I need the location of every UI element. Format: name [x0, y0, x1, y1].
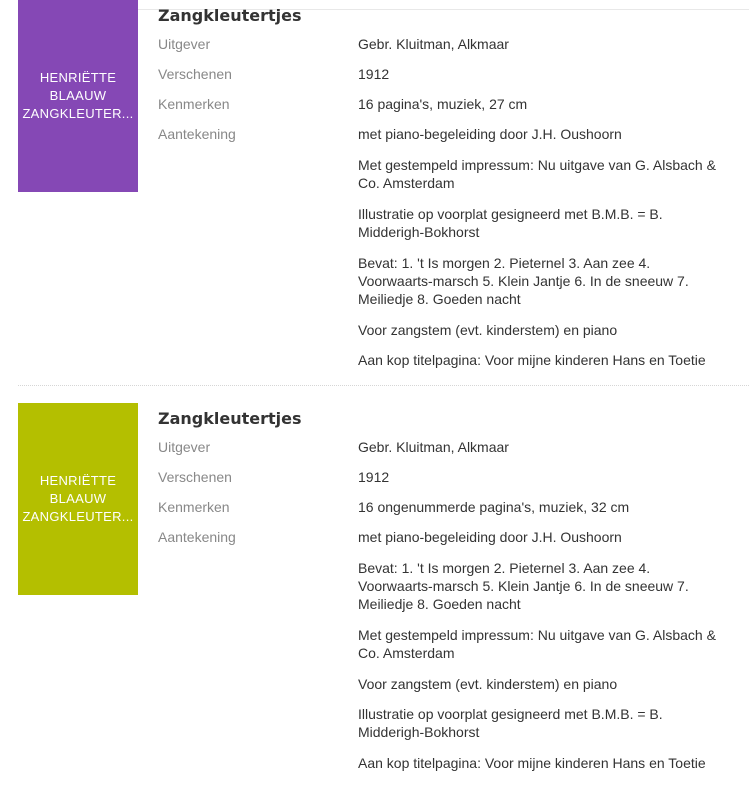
note-item: Aan kop titelpagina: Voor mijne kinderen Hans en Toetie — [358, 755, 706, 771]
note-item: Voor zangstem (evt. kinderstem) en piano — [358, 676, 618, 692]
field-value-characteristics: 16 pagina's, muziek, 27 cm — [358, 96, 528, 112]
field-label-published: Verschenen — [158, 469, 232, 485]
book-cover-placeholder[interactable] — [18, 403, 138, 595]
note-item: Met gestempeld impressum: Nu uitgave van G. Alsbach & Co. Amsterdam — [358, 157, 716, 191]
field-label-publisher: Uitgever — [158, 36, 211, 52]
record-title[interactable]: Zangkleutertjes — [158, 409, 302, 428]
book-cover-placeholder[interactable] — [18, 0, 138, 192]
note-item: Met gestempeld impressum: Nu uitgave van G. Alsbach & Co. Amsterdam — [358, 627, 716, 661]
field-value-published: 1912 — [358, 469, 390, 485]
field-value-published: 1912 — [358, 66, 390, 82]
note-item: Illustratie op voorplat gesigneerd met B.M.B. = B. Midderigh-Bokhorst — [358, 706, 663, 740]
note-item: Voor zangstem (evt. kinderstem) en piano — [358, 322, 618, 338]
cover-text: HENRIËTTE BLAAUW ZANGKLEUTER... — [22, 70, 134, 121]
note-item: Bevat: 1. 't Is morgen 2. Pieternel 3. Aan zee 4. Voorwaarts-marsch 5. Klein Jantje 6. In de sneeuw 7. Meiliedje 8. Goeden nacht — [358, 255, 689, 307]
note-item: met piano-begeleiding door J.H. Oushoorn — [358, 529, 622, 545]
cover-text: HENRIËTTE BLAAUW ZANGKLEUTER... — [22, 473, 134, 524]
note-item: Bevat: 1. 't Is morgen 2. Pieternel 3. Aan zee 4. Voorwaarts-marsch 5. Klein Jantje 6. In de sneeuw 7. Meiliedje 8. Goeden nacht — [358, 560, 689, 612]
note-item: Aan kop titelpagina: Voor mijne kinderen Hans en Toetie — [358, 352, 706, 368]
field-label-characteristics: Kenmerken — [158, 96, 230, 112]
note-item: met piano-begeleiding door J.H. Oushoorn — [358, 126, 622, 142]
field-label-notes: Aantekening — [158, 529, 236, 545]
result-divider — [18, 385, 749, 386]
record-title[interactable]: Zangkleutertjes — [158, 6, 302, 25]
field-value-publisher: Gebr. Kluitman, Alkmaar — [358, 36, 509, 52]
field-label-publisher: Uitgever — [158, 439, 211, 455]
note-item: Illustratie op voorplat gesigneerd met B.M.B. = B. Midderigh-Bokhorst — [358, 206, 663, 240]
field-value-publisher: Gebr. Kluitman, Alkmaar — [358, 439, 509, 455]
field-label-characteristics: Kenmerken — [158, 499, 230, 515]
field-label-published: Verschenen — [158, 66, 232, 82]
field-value-characteristics: 16 ongenummerde pagina's, muziek, 32 cm — [358, 499, 630, 515]
field-label-notes: Aantekening — [158, 126, 236, 142]
